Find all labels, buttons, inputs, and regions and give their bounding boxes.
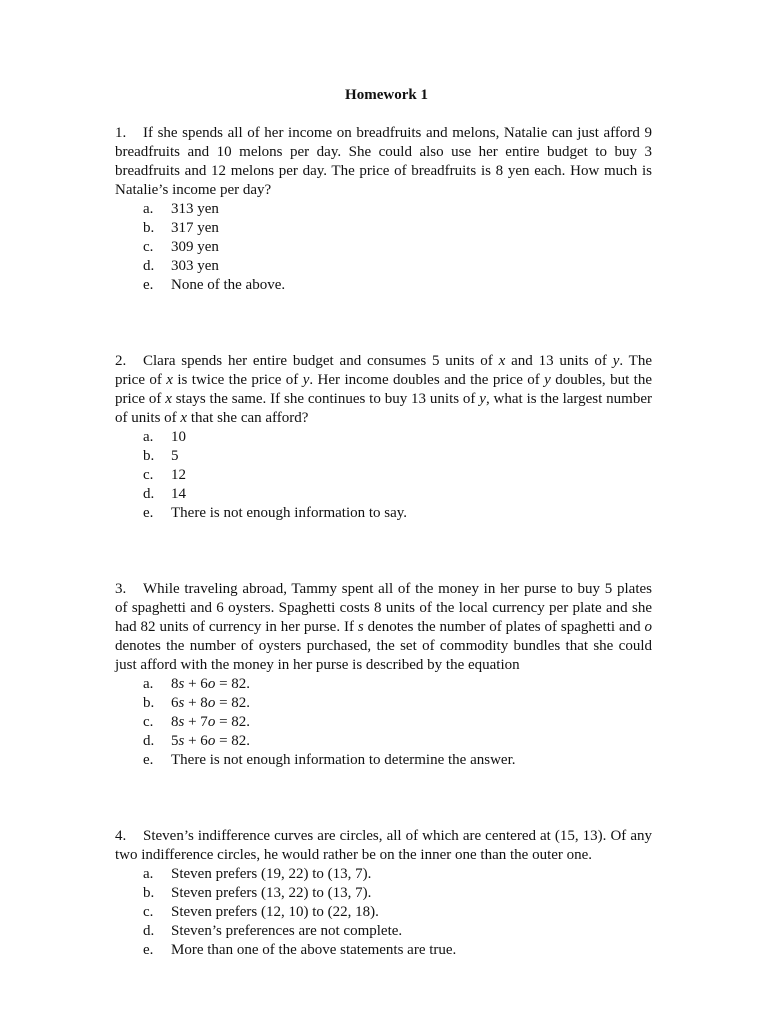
option-c — [115, 903, 652, 922]
option-letter: a. — [143, 676, 154, 692]
question-number: 1. — [115, 125, 127, 141]
option-equation: 8s + 7o = 82. — [171, 714, 251, 730]
option-b — [115, 219, 652, 238]
option-letter: a. — [143, 429, 154, 445]
option-letter: d. — [143, 733, 155, 749]
spacer — [115, 770, 652, 827]
option-text: More than one of the above statements are true. — [171, 942, 457, 958]
option-equation: 6s + 8o = 82. — [171, 695, 251, 711]
question-4-stem — [115, 827, 652, 865]
option-text: 309 yen — [171, 239, 219, 255]
option-c — [115, 238, 652, 257]
option-text: Steven prefers (13, 22) to (13, 7). — [171, 885, 372, 901]
option-d — [115, 257, 652, 276]
option-letter: d. — [143, 923, 155, 939]
question-text: Clara spends her entire budget and consumes 5 units of x and 13 units of y. The price of x is twice the price of y. Her income doubles and the price of y doubles, but the price of x stays the same. If she continues to buy 13 units of y, what is the largest number of units of x that she can afford? — [115, 353, 652, 426]
option-letter: e. — [143, 942, 154, 958]
option-b — [115, 694, 652, 713]
spacer — [115, 295, 652, 352]
option-letter: a. — [143, 201, 154, 217]
option-letter: c. — [143, 904, 154, 920]
option-a — [115, 200, 652, 219]
question-text: While traveling abroad, Tammy spent all of the money in her purse to buy 5 plates of spaghetti and 6 oysters. Spaghetti costs 8 units of the local currency per plate and she had 82 units of currency in her purse. If s denotes the number of plates of spaghetti and o denotes the number of oysters purchased, the set of commodity bundles that she could just afford with the money in her purse is described by the equation — [115, 581, 652, 673]
option-e — [115, 276, 652, 295]
question-1 — [115, 124, 652, 295]
option-e — [115, 751, 652, 770]
question-4-options — [115, 865, 652, 960]
page-title: Homework 1 — [345, 87, 428, 103]
option-letter: c. — [143, 714, 154, 730]
option-letter: a. — [143, 866, 154, 882]
option-text: 303 yen — [171, 258, 219, 274]
option-e — [115, 941, 652, 960]
option-d — [115, 732, 652, 751]
option-text: 14 — [171, 486, 186, 502]
option-b — [115, 447, 652, 466]
option-text: Steven prefers (19, 22) to (13, 7). — [171, 866, 372, 882]
question-number: 2. — [115, 353, 127, 369]
option-letter: d. — [143, 258, 155, 274]
option-text: 5 — [171, 448, 179, 464]
option-letter: e. — [143, 277, 154, 293]
option-text: 317 yen — [171, 220, 219, 236]
question-2-stem — [115, 352, 652, 428]
option-letter: b. — [143, 695, 155, 711]
option-c — [115, 466, 652, 485]
question-4 — [115, 827, 652, 960]
homework-page — [115, 86, 652, 960]
option-text: 12 — [171, 467, 186, 483]
question-text: If she spends all of her income on breadfruits and melons, Natalie can just afford 9 breadfruits and 10 melons per day. She could also use her entire budget to buy 3 breadfruits and 12 melons per day. The price of breadfruits is 8 yen each. How much is Natalie’s income per day? — [115, 125, 652, 198]
question-text: Steven’s indifference curves are circles, all of which are centered at (15, 13). Of any two indifference circles, he would rather be on the inner one than the outer one. — [115, 828, 652, 863]
question-number: 3. — [115, 581, 127, 597]
option-e — [115, 504, 652, 523]
question-3-options — [115, 675, 652, 770]
option-letter: b. — [143, 885, 155, 901]
question-1-options — [115, 200, 652, 295]
question-2-options — [115, 428, 652, 523]
option-letter: d. — [143, 486, 155, 502]
option-d — [115, 485, 652, 504]
option-letter: b. — [143, 220, 155, 236]
question-2 — [115, 352, 652, 523]
option-text: Steven prefers (12, 10) to (22, 18). — [171, 904, 379, 920]
option-text: 313 yen — [171, 201, 219, 217]
question-number: 4. — [115, 828, 127, 844]
option-text: Steven’s preferences are not complete. — [171, 923, 403, 939]
option-c — [115, 713, 652, 732]
option-d — [115, 922, 652, 941]
question-3-stem — [115, 580, 652, 675]
option-letter: e. — [143, 752, 154, 768]
option-text: There is not enough information to determine the answer. — [171, 752, 516, 768]
option-equation: 5s + 6o = 82. — [171, 733, 251, 749]
option-text: 10 — [171, 429, 186, 445]
option-text: None of the above. — [171, 277, 286, 293]
option-equation: 8s + 6o = 82. — [171, 676, 251, 692]
option-letter: c. — [143, 239, 154, 255]
question-1-stem — [115, 124, 652, 200]
option-a — [115, 428, 652, 447]
option-a — [115, 675, 652, 694]
option-b — [115, 884, 652, 903]
option-letter: e. — [143, 505, 154, 521]
option-a — [115, 865, 652, 884]
spacer — [115, 523, 652, 580]
option-letter: c. — [143, 467, 154, 483]
option-letter: b. — [143, 448, 155, 464]
question-3 — [115, 580, 652, 770]
option-text: There is not enough information to say. — [171, 505, 408, 521]
